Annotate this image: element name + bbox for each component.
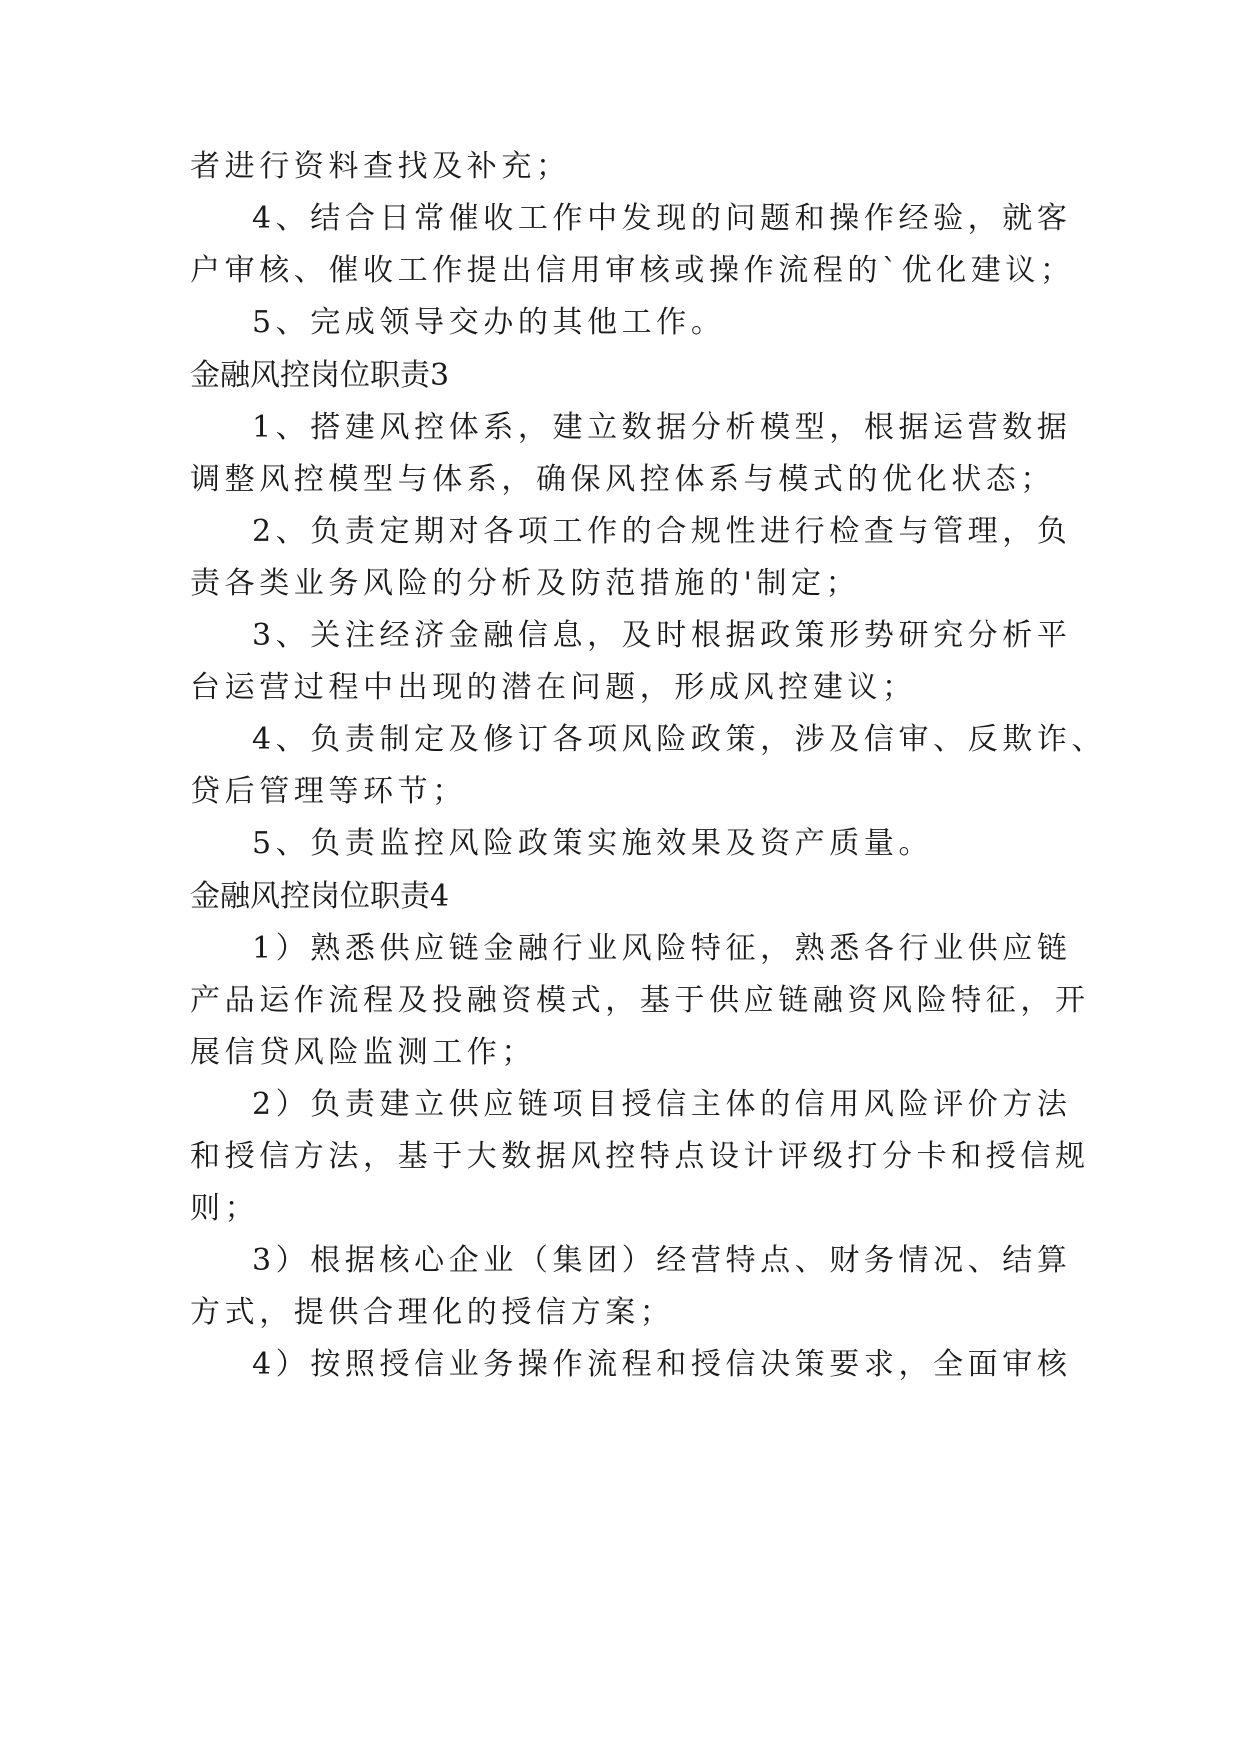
list-item-line: 4、负责制定及修订各项风险政策，涉及信审、反欺诈、 <box>252 722 1107 757</box>
list-item-line: 3）根据核心企业（集团）经营特点、财务情况、结算 <box>252 1243 1072 1278</box>
list-item-line: 4、结合日常催收工作中发现的问题和操作经验，就客 <box>252 201 1072 236</box>
list-item-line: 1、搭建风控体系，建立数据分析模型，根据运营数据 <box>252 410 1072 445</box>
list-item-line: 5、完成领导交办的其他工作。 <box>252 305 726 340</box>
list-item-line: 5、负责监控风险政策实施效果及资产质量。 <box>252 826 934 861</box>
section-heading: 金融风控岗位职责3 <box>190 358 450 393</box>
body-text-line: 则； <box>190 1191 260 1226</box>
body-text-line: 产品运作流程及投融资模式，基于供应链融资风险特征，开 <box>190 983 1090 1018</box>
list-item-line: 2、负责定期对各项工作的合规性进行检查与管理，负 <box>252 514 1072 549</box>
section-heading: 金融风控岗位职责4 <box>190 879 450 914</box>
body-text-line: 户审核、催收工作提出信用审核或操作流程的`优化建议； <box>190 253 1075 288</box>
list-item-line: 3、关注经济金融信息，及时根据政策形势研究分析平 <box>252 618 1072 653</box>
body-text-line: 和授信方法，基于大数据风控特点设计评级打分卡和授信规 <box>190 1139 1090 1174</box>
list-item-line: 1）熟悉供应链金融行业风险特征，熟悉各行业供应链 <box>252 931 1072 966</box>
body-text-line: 责各类业务风险的分析及防范措施的'制定； <box>190 566 861 601</box>
list-item-line: 4）按照授信业务操作流程和授信决策要求，全面审核 <box>252 1347 1072 1382</box>
body-text-line: 调整风控模型与体系，确保风控体系与模式的优化状态； <box>190 462 1055 497</box>
body-text-line: 贷后管理等环节； <box>190 774 467 809</box>
body-text-line: 方式，提供合理化的授信方案； <box>190 1295 675 1330</box>
body-text-line: 台运营过程中出现的潜在问题，形成风控建议； <box>190 670 917 705</box>
list-item-line: 2）负责建立供应链项目授信主体的信用风险评价方法 <box>252 1087 1072 1122</box>
body-text-line: 展信贷风险监测工作； <box>190 1035 536 1070</box>
body-text-line: 者进行资料查找及补充； <box>190 149 571 184</box>
